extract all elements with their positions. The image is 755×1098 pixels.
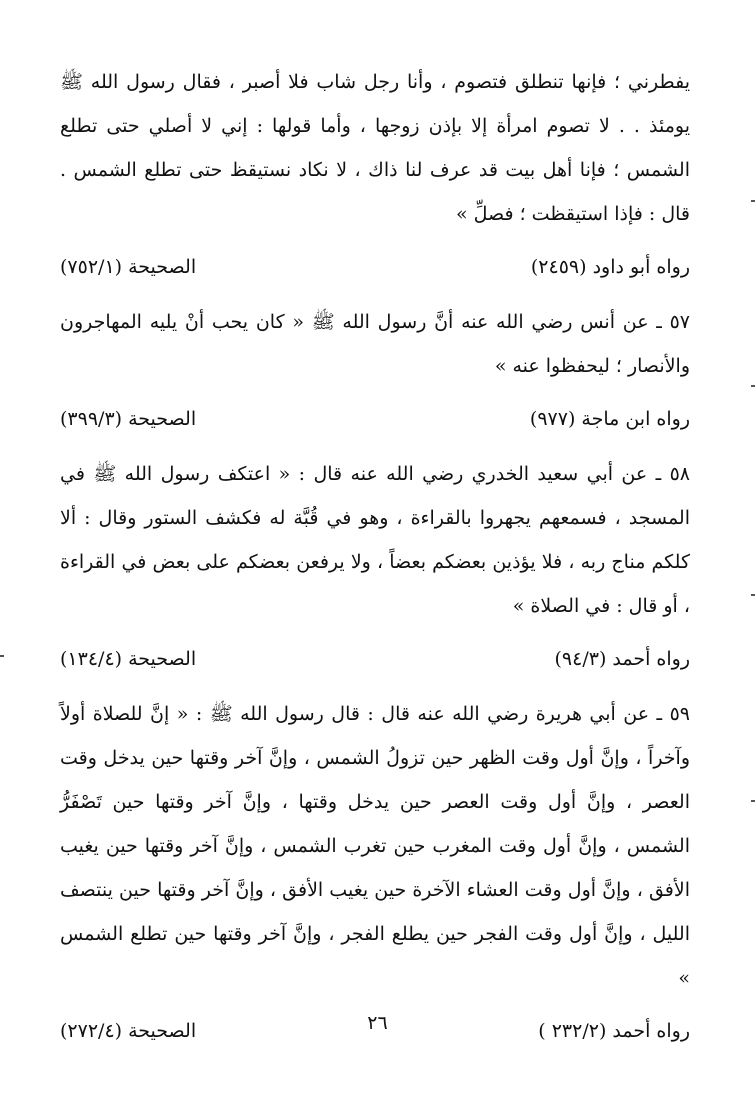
page-edge-mark — [751, 594, 755, 596]
page-edge-mark — [751, 200, 755, 202]
hadith-source: رواه أبو داود (٢٤٥٩) — [530, 256, 690, 278]
hadith-source: رواه أحمد (٢٣٢/٢ ) — [538, 1020, 690, 1042]
hadith-source: رواه ابن ماجة (٩٧٧) — [529, 408, 690, 430]
hadith-text: ٥٨ ـ عن أبي سعيد الخدري رضي الله عنه قال : « اعتكف رسول الله ﷺ في المسجد ، فسمعهم يجهروا بالقراءة ، وهو في قُبَّة له فكشف الستور وقال : ألا كلكم مناج ربه ، فلا يؤذين بعضكم بعضاً ، ولا يرفعن بعضكم على بعض في القراءة ، أو قال : في الصلاة » — [60, 463, 690, 617]
hadith-grade: الصحيحة (١٣٤/٤) — [60, 648, 197, 670]
page-number: ٢٦ — [367, 1012, 388, 1034]
hadith-grade: الصحيحة (٧٥٢/١) — [60, 256, 197, 278]
hadith-reference — [60, 404, 690, 434]
hadith-grade: الصحيحة (٣٩٩/٣) — [60, 408, 197, 430]
hadith-grade: الصحيحة (٢٧٢/٤) — [60, 1020, 197, 1042]
hadith-text: ٥٧ ـ عن أنس رضي الله عنه أنَّ رسول الله ﷺ « كان يحب أنْ يليه المهاجرون والأنصار ؛ ليحفظوا عنه » — [60, 311, 690, 377]
hadith-text: يفطرني ؛ فإنها تنطلق فتصوم ، وأنا رجل شاب فلا أصبر ، فقال رسول الله ﷺ يومئذ . . لا تصوم امرأة إلا بإذن زوجها ، وأما قولها : إني لا أصلي حتى تطلع الشمس ؛ فإنا أهل بيت قد عرف لنا ذاك ، لا نكاد نستيقظ حتى تطلع الشمس . قال : فإذا استيقظت ؛ فصلِّ » — [60, 71, 690, 225]
page-content — [60, 60, 690, 1064]
page-edge-mark — [751, 385, 755, 387]
page-edge-mark — [0, 655, 4, 657]
hadith-reference — [60, 644, 690, 674]
page-edge-mark — [751, 800, 755, 802]
hadith-source: رواه أحمد (٩٤/٣) — [554, 648, 690, 670]
hadith-reference — [60, 252, 690, 282]
hadith-text: ٥٩ ـ عن أبي هريرة رضي الله عنه قال : قال رسول الله ﷺ : « إنَّ للصلاة أولاً وآخراً ، وإنَّ أول وقت الظهر حين تزولُ الشمس ، وإنَّ آخر وقتها حين يدخل وقت العصر ، وإنَّ أول وقت العصر حين يدخل وقتها ، وإنَّ آخر وقتها حين تَصْفَرُّ الشمس ، وإنَّ أول وقت المغرب حين تغرب الشمس ، وإنَّ آخر وقتها حين يغيب الأفق ، وإنَّ أول وقت العشاء الآخرة حين يغيب الأفق ، وإنَّ آخر وقتها حين ينتصف الليل ، وإنَّ أول وقت الفجر حين يطلع الفجر ، وإنَّ آخر وقتها حين تطلع الشمس » — [60, 703, 690, 989]
